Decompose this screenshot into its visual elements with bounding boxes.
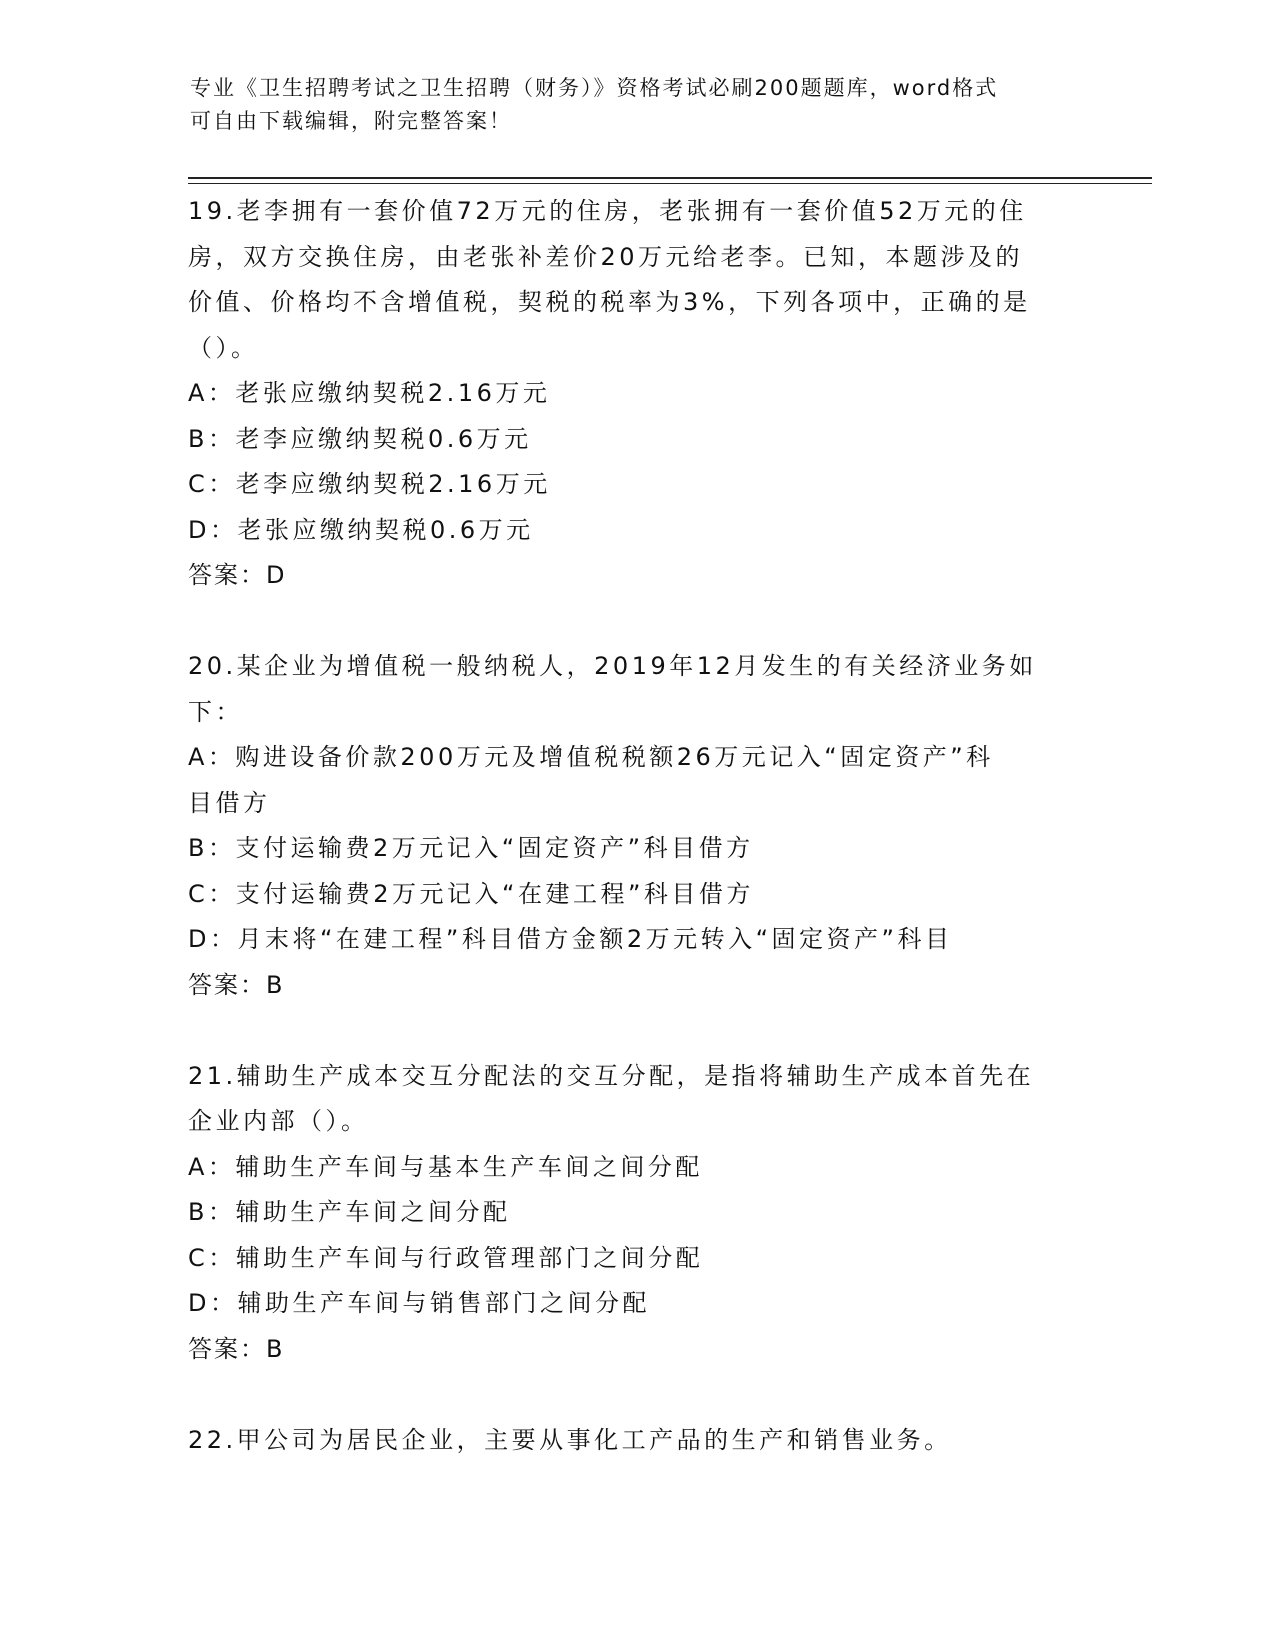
question-stem-line: 22.甲公司为居民企业，主要从事化工产品的生产和销售业务。 (188, 1425, 952, 1454)
option-d: D：月末将“在建工程”科目借方金额2万元转入“固定资产”科目 (188, 925, 953, 953)
option-b: B：辅助生产车间之间分配 (188, 1198, 511, 1226)
option-b: B：支付运输费2万元记入“固定资产”科目借方 (188, 834, 754, 862)
option-a: A：老张应缴纳契税2.16万元 (188, 379, 551, 407)
answer-label: 答案：D (188, 561, 287, 589)
question-stem-line: 20.某企业为增值税一般纳税人，2019年12月发生的有关经济业务如 (188, 652, 1037, 680)
answer-label: 答案：B (188, 970, 285, 999)
header-divider-thin (188, 183, 1152, 184)
option-d: D：老张应缴纳契税0.6万元 (188, 515, 534, 544)
document-header (190, 72, 1090, 138)
answer-label: 答案：B (188, 1334, 285, 1363)
header-line-1: 专业《卫生招聘考试之卫生招聘（财务）》资格考试必刷200题题库，word格式 (190, 76, 999, 100)
option-d: D：辅助生产车间与销售部门之间分配 (188, 1289, 650, 1317)
option-a: A：购进设备价款200万元及增值税税额26万元记入“固定资产”科 (188, 743, 994, 771)
question-stem-line: （）。 (188, 333, 259, 362)
question-20 (188, 644, 1088, 1008)
question-stem-line: 21.辅助生产成本交互分配法的交互分配，是指将辅助生产成本首先在 (188, 1061, 1035, 1090)
spacer (188, 1008, 1088, 1054)
question-stem-line: 房，双方交换住房，由老张补差价20万元给老李。已知，本题涉及的 (188, 242, 1024, 271)
option-a: A：辅助生产车间与基本生产车间之间分配 (188, 1152, 703, 1181)
option-c: C：支付运输费2万元记入“在建工程”科目借方 (188, 879, 754, 908)
spacer (188, 1372, 1088, 1418)
option-a-continued: 目借方 (188, 788, 271, 817)
question-stem-line: 19.老李拥有一套价值72万元的住房，老张拥有一套价值52万元的住 (188, 197, 1027, 225)
header-line-2: 可自由下载编辑，附完整答案！ (190, 109, 512, 133)
question-stem-line: 价值、价格均不含增值税，契税的税率为3%，下列各项中，正确的是 (188, 288, 1031, 316)
question-stem-line: 企业内部（）。 (188, 1107, 369, 1135)
header-divider-thick (188, 177, 1152, 179)
question-21 (188, 1054, 1088, 1373)
option-b: B：老李应缴纳契税0.6万元 (188, 424, 532, 453)
option-c: C：老李应缴纳契税2.16万元 (188, 470, 551, 498)
question-19 (188, 189, 1088, 599)
question-22 (188, 1418, 1088, 1464)
spacer (188, 599, 1088, 645)
option-c: C：辅助生产车间与行政管理部门之间分配 (188, 1243, 704, 1272)
question-list (188, 189, 1088, 1463)
question-stem-line: 下： (188, 697, 243, 726)
